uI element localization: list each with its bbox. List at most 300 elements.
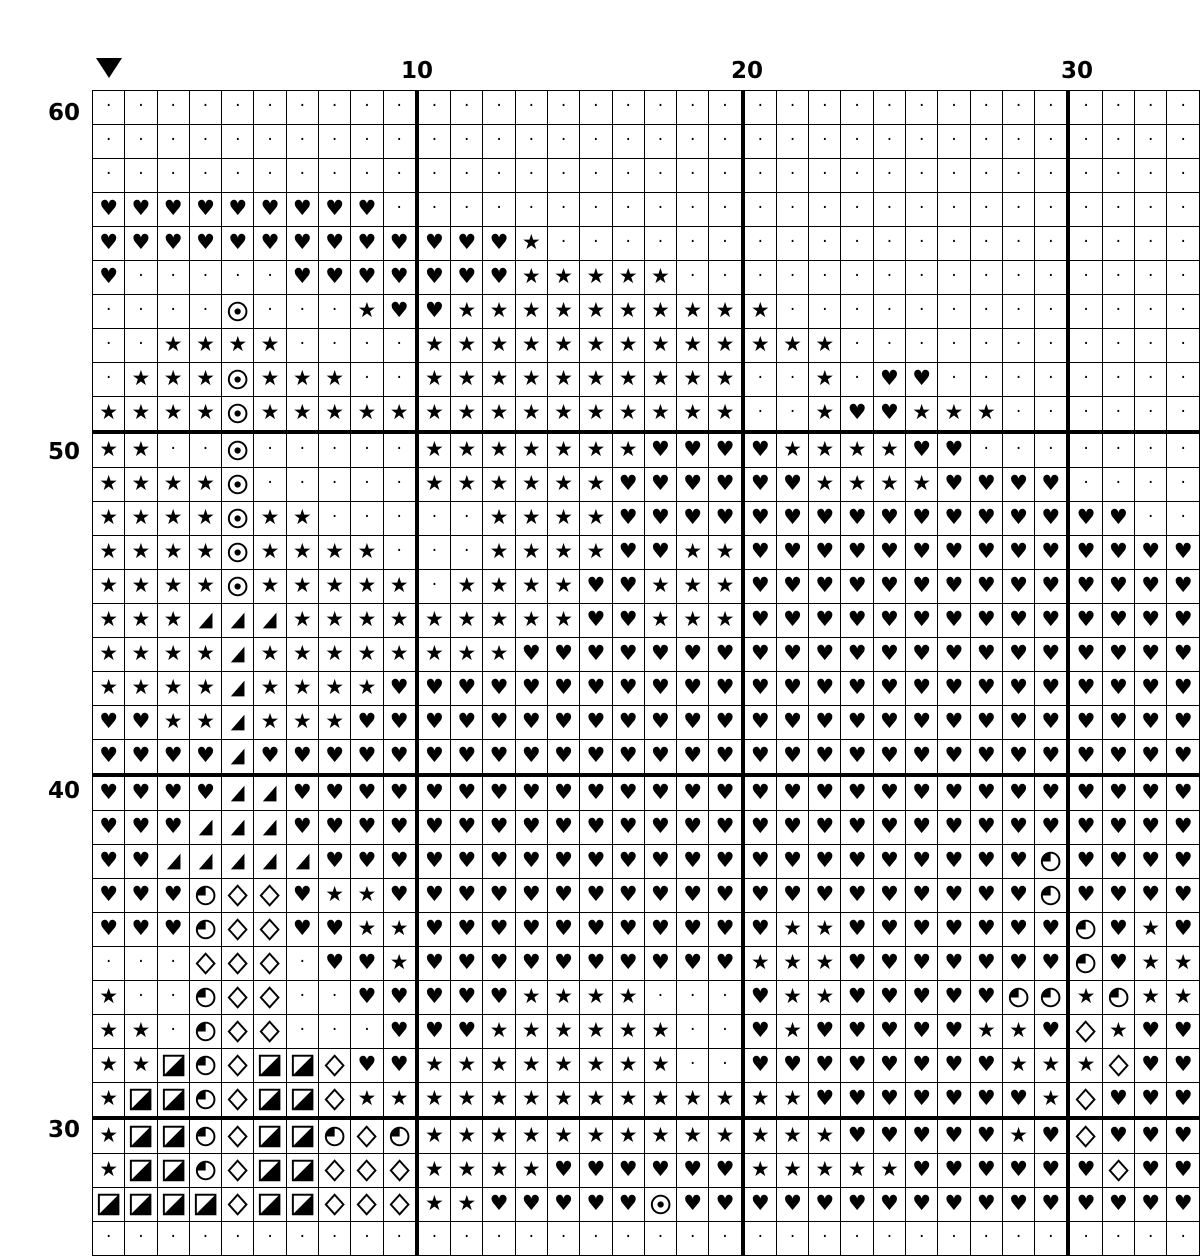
pattern-cell[interactable]	[580, 1188, 612, 1222]
pattern-cell[interactable]	[483, 775, 515, 811]
pattern-cell[interactable]	[351, 193, 383, 227]
pattern-cell[interactable]	[222, 1188, 254, 1222]
pattern-cell[interactable]	[1068, 1188, 1102, 1222]
pattern-cell[interactable]	[580, 947, 612, 981]
pattern-cell[interactable]	[483, 329, 515, 363]
pattern-cell[interactable]	[483, 913, 515, 947]
pattern-cell[interactable]	[776, 845, 808, 879]
pattern-cell[interactable]	[841, 1083, 873, 1119]
pattern-cell[interactable]	[483, 1049, 515, 1083]
pattern-cell[interactable]	[318, 913, 350, 947]
pattern-cell[interactable]	[515, 261, 547, 295]
pattern-cell[interactable]	[351, 706, 383, 740]
pattern-cell[interactable]	[970, 1015, 1002, 1049]
pattern-cell[interactable]	[1167, 1049, 1200, 1083]
pattern-cell[interactable]	[1102, 261, 1134, 295]
pattern-cell[interactable]	[1068, 1015, 1102, 1049]
pattern-cell[interactable]	[1135, 1154, 1167, 1188]
pattern-cell[interactable]	[906, 432, 938, 468]
pattern-cell[interactable]	[417, 811, 451, 845]
pattern-cell[interactable]	[1135, 432, 1167, 468]
pattern-cell[interactable]	[189, 502, 221, 536]
pattern-cell[interactable]	[254, 1154, 286, 1188]
pattern-cell[interactable]	[1135, 1049, 1167, 1083]
pattern-cell[interactable]	[125, 295, 157, 329]
pattern-cell[interactable]	[906, 913, 938, 947]
pattern-cell[interactable]	[1035, 913, 1069, 947]
pattern-cell[interactable]	[677, 947, 709, 981]
pattern-cell[interactable]	[1068, 125, 1102, 159]
pattern-cell[interactable]	[1135, 845, 1167, 879]
pattern-cell[interactable]	[612, 1015, 644, 1049]
pattern-cell[interactable]	[776, 432, 808, 468]
pattern-cell[interactable]	[1035, 432, 1069, 468]
pattern-cell[interactable]	[93, 811, 125, 845]
pattern-cell[interactable]	[1035, 811, 1069, 845]
pattern-cell[interactable]	[906, 740, 938, 776]
pattern-cell[interactable]	[970, 363, 1002, 397]
pattern-cell[interactable]	[483, 706, 515, 740]
pattern-cell[interactable]	[841, 329, 873, 363]
pattern-cell[interactable]	[644, 981, 676, 1015]
pattern-cell[interactable]	[776, 1154, 808, 1188]
pattern-cell[interactable]	[547, 811, 579, 845]
pattern-cell[interactable]	[809, 706, 841, 740]
pattern-cell[interactable]	[1135, 672, 1167, 706]
pattern-cell[interactable]	[222, 1083, 254, 1119]
pattern-cell[interactable]	[351, 159, 383, 193]
pattern-cell[interactable]	[547, 363, 579, 397]
pattern-cell[interactable]	[451, 672, 483, 706]
pattern-cell[interactable]	[1102, 193, 1134, 227]
pattern-cell[interactable]	[417, 913, 451, 947]
pattern-cell[interactable]	[1167, 740, 1200, 776]
pattern-cell[interactable]	[286, 1015, 318, 1049]
pattern-cell[interactable]	[515, 536, 547, 570]
pattern-cell[interactable]	[93, 502, 125, 536]
pattern-cell[interactable]	[93, 227, 125, 261]
pattern-cell[interactable]	[1068, 570, 1102, 604]
pattern-cell[interactable]	[906, 1188, 938, 1222]
pattern-cell[interactable]	[743, 1188, 777, 1222]
pattern-cell[interactable]	[644, 1083, 676, 1119]
pattern-cell[interactable]	[1002, 125, 1034, 159]
pattern-cell[interactable]	[547, 672, 579, 706]
pattern-cell[interactable]	[254, 536, 286, 570]
pattern-cell[interactable]	[644, 1049, 676, 1083]
pattern-cell[interactable]	[547, 845, 579, 879]
pattern-cell[interactable]	[906, 706, 938, 740]
pattern-cell[interactable]	[709, 638, 743, 672]
pattern-cell[interactable]	[417, 604, 451, 638]
pattern-cell[interactable]	[157, 1015, 189, 1049]
pattern-cell[interactable]	[709, 706, 743, 740]
pattern-cell[interactable]	[417, 536, 451, 570]
pattern-cell[interactable]	[743, 125, 777, 159]
pattern-cell[interactable]	[970, 1154, 1002, 1188]
pattern-cell[interactable]	[157, 1154, 189, 1188]
pattern-cell[interactable]	[809, 1118, 841, 1154]
pattern-cell[interactable]	[709, 502, 743, 536]
pattern-cell[interactable]	[743, 740, 777, 776]
pattern-cell[interactable]	[1102, 913, 1134, 947]
pattern-cell[interactable]	[938, 261, 970, 295]
pattern-cell[interactable]	[417, 1154, 451, 1188]
pattern-cell[interactable]	[125, 329, 157, 363]
pattern-cell[interactable]	[1068, 432, 1102, 468]
pattern-cell[interactable]	[1035, 1188, 1069, 1222]
pattern-cell[interactable]	[1167, 1222, 1200, 1256]
pattern-cell[interactable]	[157, 363, 189, 397]
pattern-cell[interactable]	[1102, 879, 1134, 913]
pattern-cell[interactable]	[351, 1188, 383, 1222]
pattern-cell[interactable]	[1035, 261, 1069, 295]
pattern-cell[interactable]	[677, 740, 709, 776]
pattern-cell[interactable]	[1035, 1118, 1069, 1154]
pattern-cell[interactable]	[383, 502, 417, 536]
pattern-cell[interactable]	[189, 91, 221, 125]
pattern-cell[interactable]	[351, 775, 383, 811]
pattern-cell[interactable]	[580, 125, 612, 159]
pattern-cell[interactable]	[383, 604, 417, 638]
pattern-cell[interactable]	[222, 295, 254, 329]
pattern-cell[interactable]	[644, 397, 676, 433]
pattern-cell[interactable]	[157, 159, 189, 193]
pattern-cell[interactable]	[1135, 159, 1167, 193]
pattern-cell[interactable]	[189, 1015, 221, 1049]
pattern-cell[interactable]	[938, 947, 970, 981]
pattern-cell[interactable]	[873, 91, 905, 125]
pattern-cell[interactable]	[515, 811, 547, 845]
pattern-cell[interactable]	[1035, 502, 1069, 536]
pattern-cell[interactable]	[677, 295, 709, 329]
pattern-cell[interactable]	[125, 706, 157, 740]
pattern-cell[interactable]	[709, 604, 743, 638]
pattern-cell[interactable]	[776, 329, 808, 363]
pattern-cell[interactable]	[515, 502, 547, 536]
pattern-cell[interactable]	[515, 1049, 547, 1083]
pattern-cell[interactable]	[809, 604, 841, 638]
pattern-cell[interactable]	[644, 845, 676, 879]
pattern-cell[interactable]	[286, 91, 318, 125]
pattern-cell[interactable]	[515, 1222, 547, 1256]
pattern-cell[interactable]	[776, 159, 808, 193]
pattern-cell[interactable]	[1068, 1083, 1102, 1119]
pattern-cell[interactable]	[841, 468, 873, 502]
pattern-cell[interactable]	[1102, 125, 1134, 159]
pattern-cell[interactable]	[157, 1118, 189, 1154]
pattern-cell[interactable]	[1102, 1188, 1134, 1222]
pattern-cell[interactable]	[1135, 1222, 1167, 1256]
pattern-cell[interactable]	[743, 638, 777, 672]
pattern-cell[interactable]	[515, 1188, 547, 1222]
pattern-cell[interactable]	[743, 502, 777, 536]
pattern-cell[interactable]	[612, 845, 644, 879]
pattern-cell[interactable]	[254, 1188, 286, 1222]
pattern-cell[interactable]	[677, 879, 709, 913]
pattern-cell[interactable]	[254, 879, 286, 913]
pattern-cell[interactable]	[776, 1188, 808, 1222]
pattern-cell[interactable]	[417, 1118, 451, 1154]
pattern-cell[interactable]	[483, 638, 515, 672]
pattern-cell[interactable]	[873, 261, 905, 295]
pattern-cell[interactable]	[743, 193, 777, 227]
pattern-cell[interactable]	[841, 1015, 873, 1049]
pattern-cell[interactable]	[1102, 468, 1134, 502]
pattern-cell[interactable]	[1068, 397, 1102, 433]
pattern-cell[interactable]	[1135, 536, 1167, 570]
pattern-cell[interactable]	[709, 775, 743, 811]
pattern-cell[interactable]	[483, 227, 515, 261]
pattern-cell[interactable]	[451, 879, 483, 913]
pattern-cell[interactable]	[515, 879, 547, 913]
pattern-cell[interactable]	[547, 125, 579, 159]
pattern-cell[interactable]	[451, 125, 483, 159]
pattern-cell[interactable]	[1035, 536, 1069, 570]
pattern-cell[interactable]	[547, 397, 579, 433]
pattern-cell[interactable]	[189, 125, 221, 159]
pattern-cell[interactable]	[1035, 295, 1069, 329]
pattern-cell[interactable]	[547, 261, 579, 295]
pattern-cell[interactable]	[157, 706, 189, 740]
pattern-cell[interactable]	[547, 604, 579, 638]
pattern-cell[interactable]	[906, 193, 938, 227]
pattern-cell[interactable]	[1035, 947, 1069, 981]
pattern-cell[interactable]	[970, 1118, 1002, 1154]
pattern-cell[interactable]	[1068, 775, 1102, 811]
pattern-cell[interactable]	[580, 775, 612, 811]
pattern-cell[interactable]	[743, 775, 777, 811]
pattern-cell[interactable]	[286, 397, 318, 433]
pattern-cell[interactable]	[841, 913, 873, 947]
pattern-cell[interactable]	[970, 468, 1002, 502]
pattern-cell[interactable]	[93, 845, 125, 879]
pattern-cell[interactable]	[776, 570, 808, 604]
pattern-cell[interactable]	[547, 1188, 579, 1222]
pattern-cell[interactable]	[677, 91, 709, 125]
pattern-cell[interactable]	[938, 1222, 970, 1256]
pattern-cell[interactable]	[1068, 879, 1102, 913]
pattern-cell[interactable]	[125, 91, 157, 125]
pattern-cell[interactable]	[222, 502, 254, 536]
pattern-cell[interactable]	[222, 397, 254, 433]
pattern-cell[interactable]	[580, 740, 612, 776]
pattern-cell[interactable]	[1167, 913, 1200, 947]
pattern-cell[interactable]	[1167, 570, 1200, 604]
pattern-cell[interactable]	[709, 261, 743, 295]
pattern-cell[interactable]	[1135, 740, 1167, 776]
pattern-cell[interactable]	[157, 536, 189, 570]
pattern-cell[interactable]	[189, 363, 221, 397]
pattern-cell[interactable]	[1068, 193, 1102, 227]
pattern-cell[interactable]	[709, 845, 743, 879]
pattern-cell[interactable]	[417, 947, 451, 981]
pattern-cell[interactable]	[1002, 536, 1034, 570]
pattern-cell[interactable]	[612, 159, 644, 193]
pattern-cell[interactable]	[318, 227, 350, 261]
pattern-cell[interactable]	[351, 947, 383, 981]
pattern-cell[interactable]	[809, 91, 841, 125]
pattern-cell[interactable]	[1102, 91, 1134, 125]
pattern-cell[interactable]	[222, 261, 254, 295]
pattern-cell[interactable]	[451, 468, 483, 502]
pattern-cell[interactable]	[286, 536, 318, 570]
pattern-cell[interactable]	[417, 468, 451, 502]
pattern-cell[interactable]	[254, 706, 286, 740]
pattern-cell[interactable]	[515, 159, 547, 193]
pattern-cell[interactable]	[157, 981, 189, 1015]
pattern-cell[interactable]	[1035, 468, 1069, 502]
pattern-cell[interactable]	[743, 159, 777, 193]
pattern-cell[interactable]	[93, 432, 125, 468]
pattern-cell[interactable]	[254, 432, 286, 468]
pattern-cell[interactable]	[612, 740, 644, 776]
pattern-cell[interactable]	[93, 604, 125, 638]
pattern-cell[interactable]	[743, 672, 777, 706]
pattern-cell[interactable]	[93, 570, 125, 604]
pattern-cell[interactable]	[612, 295, 644, 329]
pattern-cell[interactable]	[483, 1015, 515, 1049]
pattern-cell[interactable]	[677, 811, 709, 845]
pattern-cell[interactable]	[1035, 775, 1069, 811]
pattern-cell[interactable]	[451, 329, 483, 363]
pattern-cell[interactable]	[286, 261, 318, 295]
pattern-cell[interactable]	[612, 193, 644, 227]
pattern-cell[interactable]	[1167, 397, 1200, 433]
pattern-cell[interactable]	[483, 845, 515, 879]
pattern-cell[interactable]	[938, 811, 970, 845]
pattern-cell[interactable]	[483, 1118, 515, 1154]
pattern-cell[interactable]	[189, 638, 221, 672]
pattern-cell[interactable]	[677, 1118, 709, 1154]
pattern-cell[interactable]	[970, 845, 1002, 879]
pattern-cell[interactable]	[1002, 193, 1034, 227]
pattern-cell[interactable]	[743, 261, 777, 295]
pattern-cell[interactable]	[547, 295, 579, 329]
pattern-cell[interactable]	[709, 295, 743, 329]
pattern-cell[interactable]	[938, 1188, 970, 1222]
pattern-cell[interactable]	[483, 1222, 515, 1256]
pattern-cell[interactable]	[451, 740, 483, 776]
pattern-cell[interactable]	[318, 879, 350, 913]
pattern-cell[interactable]	[222, 604, 254, 638]
pattern-cell[interactable]	[644, 227, 676, 261]
pattern-cell[interactable]	[286, 845, 318, 879]
pattern-cell[interactable]	[1002, 570, 1034, 604]
pattern-cell[interactable]	[189, 570, 221, 604]
pattern-cell[interactable]	[906, 397, 938, 433]
pattern-cell[interactable]	[318, 468, 350, 502]
pattern-cell[interactable]	[254, 261, 286, 295]
pattern-cell[interactable]	[383, 638, 417, 672]
pattern-cell[interactable]	[841, 981, 873, 1015]
pattern-cell[interactable]	[515, 570, 547, 604]
pattern-cell[interactable]	[1035, 1154, 1069, 1188]
pattern-cell[interactable]	[1167, 845, 1200, 879]
pattern-cell[interactable]	[873, 775, 905, 811]
pattern-cell[interactable]	[351, 1222, 383, 1256]
pattern-cell[interactable]	[1135, 329, 1167, 363]
pattern-cell[interactable]	[157, 432, 189, 468]
pattern-cell[interactable]	[157, 913, 189, 947]
pattern-cell[interactable]	[93, 913, 125, 947]
pattern-cell[interactable]	[222, 432, 254, 468]
pattern-cell[interactable]	[1002, 672, 1034, 706]
pattern-cell[interactable]	[776, 981, 808, 1015]
pattern-cell[interactable]	[970, 570, 1002, 604]
pattern-cell[interactable]	[1102, 672, 1134, 706]
pattern-cell[interactable]	[612, 672, 644, 706]
pattern-cell[interactable]	[743, 811, 777, 845]
pattern-cell[interactable]	[254, 775, 286, 811]
pattern-cell[interactable]	[451, 193, 483, 227]
pattern-cell[interactable]	[612, 125, 644, 159]
pattern-cell[interactable]	[612, 432, 644, 468]
pattern-cell[interactable]	[809, 363, 841, 397]
pattern-cell[interactable]	[125, 1188, 157, 1222]
pattern-cell[interactable]	[1135, 227, 1167, 261]
pattern-cell[interactable]	[612, 91, 644, 125]
pattern-cell[interactable]	[483, 295, 515, 329]
pattern-cell[interactable]	[612, 706, 644, 740]
pattern-cell[interactable]	[417, 502, 451, 536]
pattern-cell[interactable]	[873, 125, 905, 159]
pattern-cell[interactable]	[383, 947, 417, 981]
pattern-cell[interactable]	[351, 879, 383, 913]
pattern-cell[interactable]	[644, 91, 676, 125]
pattern-cell[interactable]	[547, 1154, 579, 1188]
pattern-cell[interactable]	[841, 227, 873, 261]
pattern-cell[interactable]	[515, 1118, 547, 1154]
pattern-cell[interactable]	[1167, 502, 1200, 536]
pattern-cell[interactable]	[841, 947, 873, 981]
pattern-cell[interactable]	[938, 1154, 970, 1188]
pattern-cell[interactable]	[677, 261, 709, 295]
pattern-cell[interactable]	[483, 1188, 515, 1222]
pattern-cell[interactable]	[938, 125, 970, 159]
pattern-cell[interactable]	[809, 1154, 841, 1188]
pattern-cell[interactable]	[254, 295, 286, 329]
pattern-cell[interactable]	[318, 604, 350, 638]
pattern-cell[interactable]	[580, 468, 612, 502]
pattern-cell[interactable]	[451, 363, 483, 397]
pattern-cell[interactable]	[483, 604, 515, 638]
pattern-cell[interactable]	[318, 706, 350, 740]
pattern-cell[interactable]	[318, 1015, 350, 1049]
pattern-cell[interactable]	[580, 672, 612, 706]
pattern-cell[interactable]	[709, 981, 743, 1015]
pattern-cell[interactable]	[125, 1222, 157, 1256]
pattern-cell[interactable]	[1102, 1015, 1134, 1049]
pattern-cell[interactable]	[841, 295, 873, 329]
pattern-cell[interactable]	[612, 604, 644, 638]
pattern-cell[interactable]	[1068, 261, 1102, 295]
pattern-cell[interactable]	[1068, 1154, 1102, 1188]
pattern-cell[interactable]	[351, 329, 383, 363]
pattern-cell[interactable]	[776, 1049, 808, 1083]
pattern-cell[interactable]	[451, 1083, 483, 1119]
pattern-cell[interactable]	[222, 913, 254, 947]
pattern-cell[interactable]	[1102, 363, 1134, 397]
pattern-cell[interactable]	[970, 1188, 1002, 1222]
pattern-cell[interactable]	[1002, 397, 1034, 433]
pattern-cell[interactable]	[189, 1188, 221, 1222]
pattern-cell[interactable]	[1068, 502, 1102, 536]
pattern-cell[interactable]	[1135, 1015, 1167, 1049]
pattern-cell[interactable]	[1035, 879, 1069, 913]
pattern-cell[interactable]	[417, 570, 451, 604]
pattern-cell[interactable]	[841, 706, 873, 740]
